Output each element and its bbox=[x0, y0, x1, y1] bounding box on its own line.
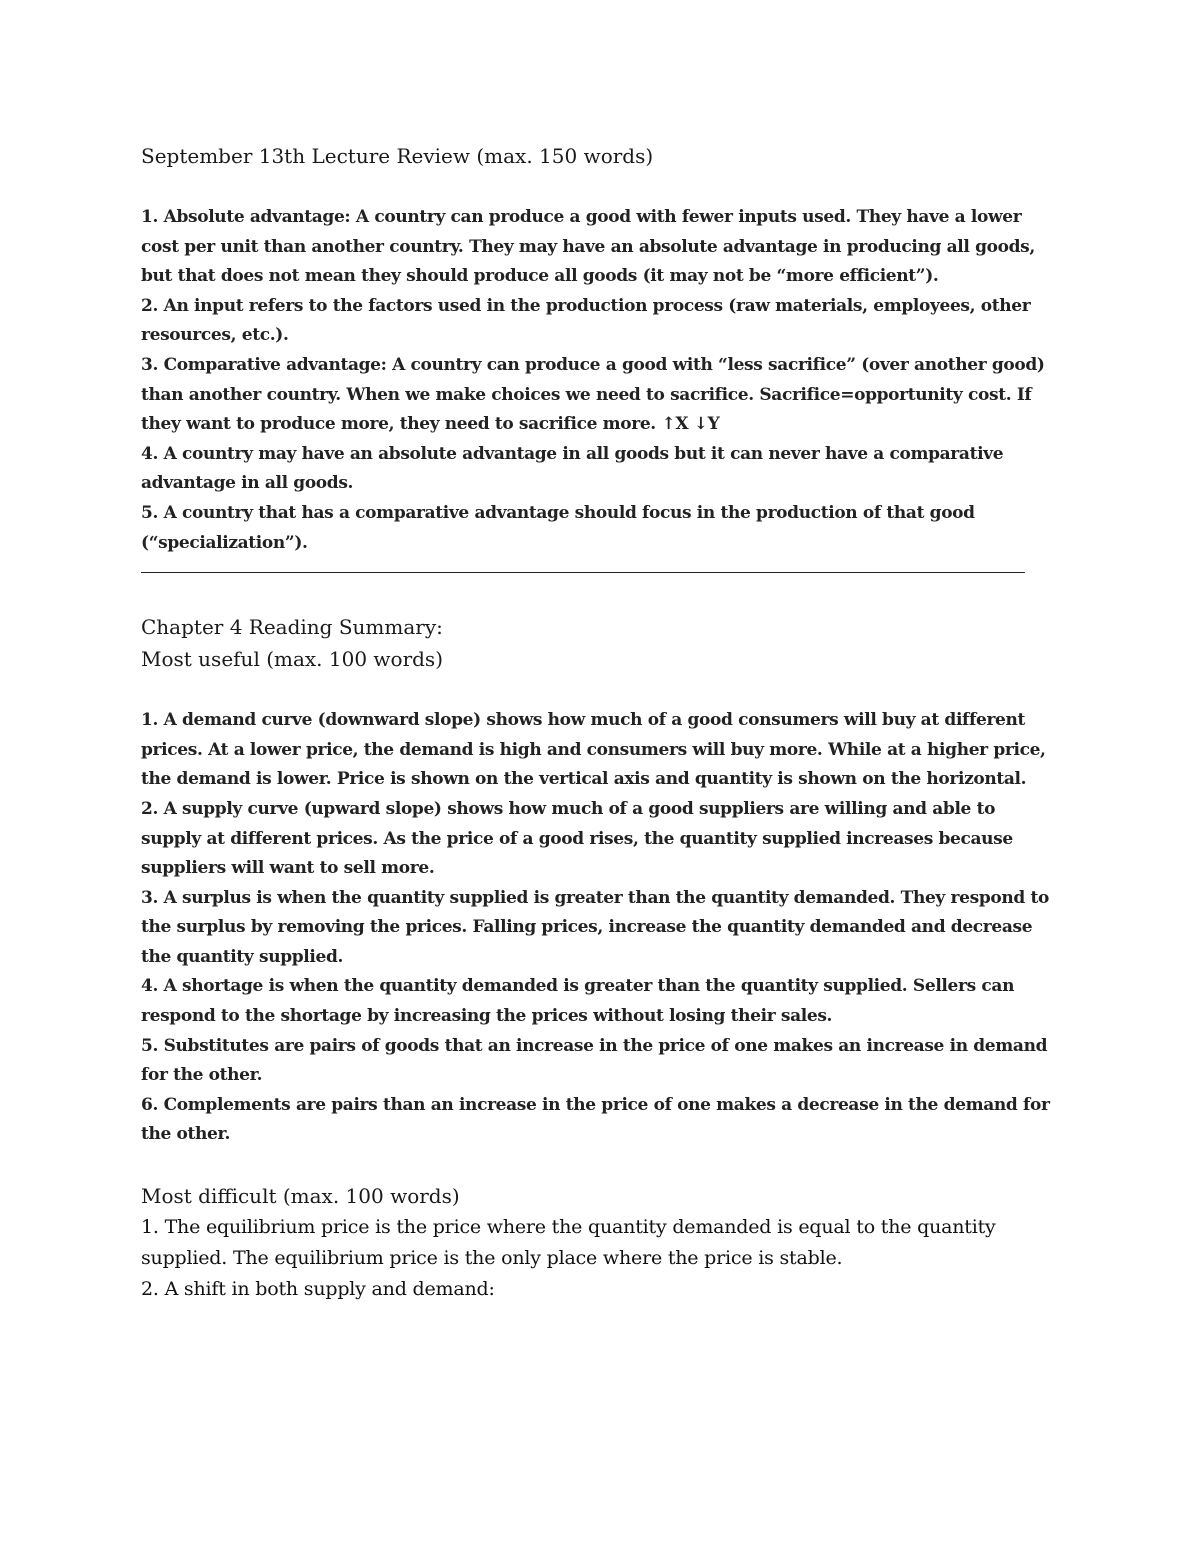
useful-item-substitutes: 5. Substitutes are pairs of goods that an increase in the price of one makes an increase in demand for the other. bbox=[141, 1035, 1048, 1086]
lecture-items bbox=[141, 203, 1051, 558]
lecture-item-specialization: 5. A country that has a comparative advantage should focus in the production of that good (“specialization”). bbox=[141, 502, 975, 553]
difficult-item-shift: 2. A shift in both supply and demand: bbox=[141, 1278, 495, 1301]
most-difficult-items bbox=[141, 1212, 1051, 1305]
document-page bbox=[141, 140, 1051, 1305]
section-divider bbox=[141, 572, 1025, 573]
most-useful-items bbox=[141, 706, 1051, 1150]
difficult-item-equilibrium: 1. The equilibrium price is the price where the quantity demanded is equal to the quantity supplied. The equilibrium price is the only place where the price is stable. bbox=[141, 1216, 996, 1270]
most-useful-heading: Most useful (max. 100 words) bbox=[141, 647, 444, 672]
useful-item-supply-curve: 2. A supply curve (upward slope) shows how much of a good suppliers are willing and able to supply at different prices. As the price of a good rises, the quantity supplied increases because suppliers will want to sell more. bbox=[141, 798, 1013, 879]
lecture-item-input: 2. An input refers to the factors used in the production process (raw materials, employees, other resources, etc.). bbox=[141, 295, 1031, 346]
lecture-item-absolute-vs-comparative: 4. A country may have an absolute advantage in all goods but it can never have a comparative advantage in all goods. bbox=[141, 443, 1004, 494]
lecture-review-title: September 13th Lecture Review (max. 150 words) bbox=[141, 144, 654, 168]
chapter-summary-title: Chapter 4 Reading Summary: bbox=[141, 615, 443, 640]
lecture-item-comparative-advantage: 3. Comparative advantage: A country can produce a good with “less sacrifice” (over another good) than another country. When we make choices we need to sacrifice. Sacrifice=opportunity cost. If they want to produce more, they need to sacrifice more. ↑X ↓Y bbox=[141, 354, 1045, 435]
lecture-item-absolute-advantage: 1. Absolute advantage: A country can produce a good with fewer inputs used. They have a lower cost per unit than another country. They may have an absolute advantage in producing all goods, but that does not mean they should produce all goods (it may not be “more efficient”). bbox=[141, 207, 1035, 287]
useful-item-complements: 6. Complements are pairs than an increase in the price of one makes a decrease in the demand for the other. bbox=[141, 1094, 1050, 1145]
useful-item-demand-curve: 1. A demand curve (downward slope) shows how much of a good consumers will buy at different prices. At a lower price, the demand is high and consumers will buy more. While at a higher price, the demand is lower. Price is shown on the vertical axis and quantity is shown on the horizontal. bbox=[141, 710, 1046, 790]
most-difficult-heading: Most difficult (max. 100 words) bbox=[141, 1184, 460, 1209]
useful-item-surplus: 3. A surplus is when the quantity supplied is greater than the quantity demanded. They respond to the surplus by removing the prices. Falling prices, increase the quantity demanded and decrease the quantity supplied. bbox=[141, 887, 1049, 967]
useful-item-shortage: 4. A shortage is when the quantity demanded is greater than the quantity supplied. Sellers can respond to the shortage by increasing the prices without losing their sales. bbox=[141, 976, 1015, 1027]
